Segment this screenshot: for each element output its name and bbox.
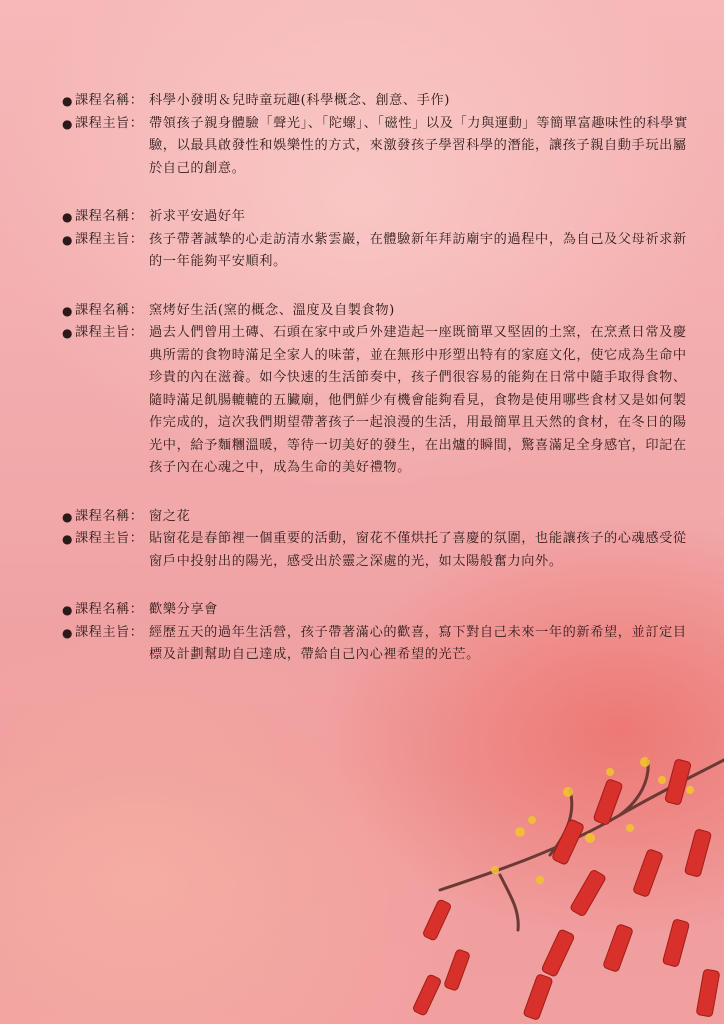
- course-goal: 孩子帶著誠摯的心走訪清水紫雲巖，在體驗新年拜訪廟宇的過程中，為自己及父母祈求新的一年能夠平安順利。: [149, 231, 687, 269]
- course-name: 科學小發明＆兒時童玩趣(科學概念、創意、手作): [149, 93, 451, 108]
- bullet-icon: ●: [62, 232, 73, 247]
- course-name: 窗之花: [149, 508, 191, 524]
- course-name-row: [62, 300, 692, 323]
- bullet-icon: ●: [62, 326, 73, 340]
- bullet-icon: ●: [62, 603, 73, 617]
- course-item: [62, 206, 692, 274]
- firecracker-icon: [412, 759, 720, 1021]
- course-goal: 貼窗花是春節裡一個重要的活動，窗花不僅烘托了喜慶的氛圍，也能讓孩子的心魂感受從窗戶中投射出的陽光，感受出於靈之深處的光，如太陽般奮力向外。: [149, 531, 687, 569]
- bullet-icon: ●: [62, 509, 73, 524]
- course-goal-row: [62, 622, 692, 667]
- bullet-icon: ●: [62, 532, 73, 546]
- course-goal: 過去人們曾用土磚、石頭在家中或戶外建造起一座既簡單又堅固的土窯，在烹煮日常及慶典所需的食物時滿足全家人的味蕾，並在無形中形塑出特有的家庭文化，使它成為生命中珍貴的內在滋養。如今快速的生活節奏中，孩子們很容易的能夠在日常中隨手取得食物、隨時滿足飢腸轆轆的五臟廟，他們鮮少有機會能夠看見，食物是使用哪些食材又是如何製作完成的，這次我們期望帶著孩子一起浪漫的生活，用最簡單且天然的食材，在冬日的陽光中，給予麵糰溫暖，等待一切美好的發生，在出爐的瞬間，驚喜滿足全身感官，印記在孩子內在心魂之中，成為生命的美好禮物。: [149, 325, 687, 475]
- course-item: [62, 90, 692, 180]
- course-name: 歡樂分享會: [149, 602, 218, 617]
- bullet-icon: ●: [62, 210, 73, 224]
- course-goal-label: 課程主旨：: [75, 624, 144, 640]
- course-name-label: 課程名稱：: [75, 209, 144, 224]
- course-goal-row: [62, 113, 692, 181]
- course-goal: 經歷五天的過年生活營，孩子帶著滿心的歡喜，寫下對自己未來一年的新希望，並訂定目標及計劃幫助自己達成，帶給自己內心裡希望的光芒。: [149, 624, 687, 662]
- course-name-label: 課程名稱：: [75, 508, 144, 524]
- course-item: [62, 300, 692, 480]
- course-name-label: 課程名稱：: [75, 302, 144, 318]
- bullet-icon: ●: [62, 303, 73, 318]
- course-name: 窯烤好生活(窯的概念、溫度及自製食物): [149, 302, 395, 318]
- course-item: [62, 599, 692, 667]
- course-goal-row: [62, 229, 692, 274]
- firecracker-blossom-decoration: [400, 720, 724, 1024]
- course-name-row: [62, 206, 692, 229]
- course-list: [62, 90, 692, 693]
- bullet-icon: ●: [62, 116, 73, 131]
- bullet-icon: ●: [62, 94, 73, 108]
- blossom-icon: [491, 757, 694, 884]
- course-item: [62, 506, 692, 574]
- course-goal-label: 課程主旨：: [75, 115, 144, 131]
- course-name-label: 課程名稱：: [75, 602, 144, 617]
- course-name-row: [62, 506, 692, 529]
- course-goal-row: [62, 322, 692, 480]
- course-name-row: [62, 90, 692, 113]
- course-name-row: [62, 599, 692, 622]
- course-name-label: 課程名稱：: [75, 93, 144, 108]
- course-goal-row: [62, 528, 692, 573]
- course-goal-label: 課程主旨：: [75, 531, 144, 546]
- course-goal: 帶領孩子親身體驗「聲光」、「陀螺」、「磁性」以及「力與運動」等簡單富趣味性的科學實驗，以最具啟發性和娛樂性的方式，來激發孩子學習科學的潛能，讓孩子親自動手玩出屬於自己的創意。: [149, 115, 688, 176]
- bullet-icon: ●: [62, 625, 73, 640]
- course-name: 祈求平安過好年: [149, 209, 246, 224]
- course-goal-label: 課程主旨：: [75, 231, 144, 247]
- course-goal-label: 課程主旨：: [75, 325, 144, 340]
